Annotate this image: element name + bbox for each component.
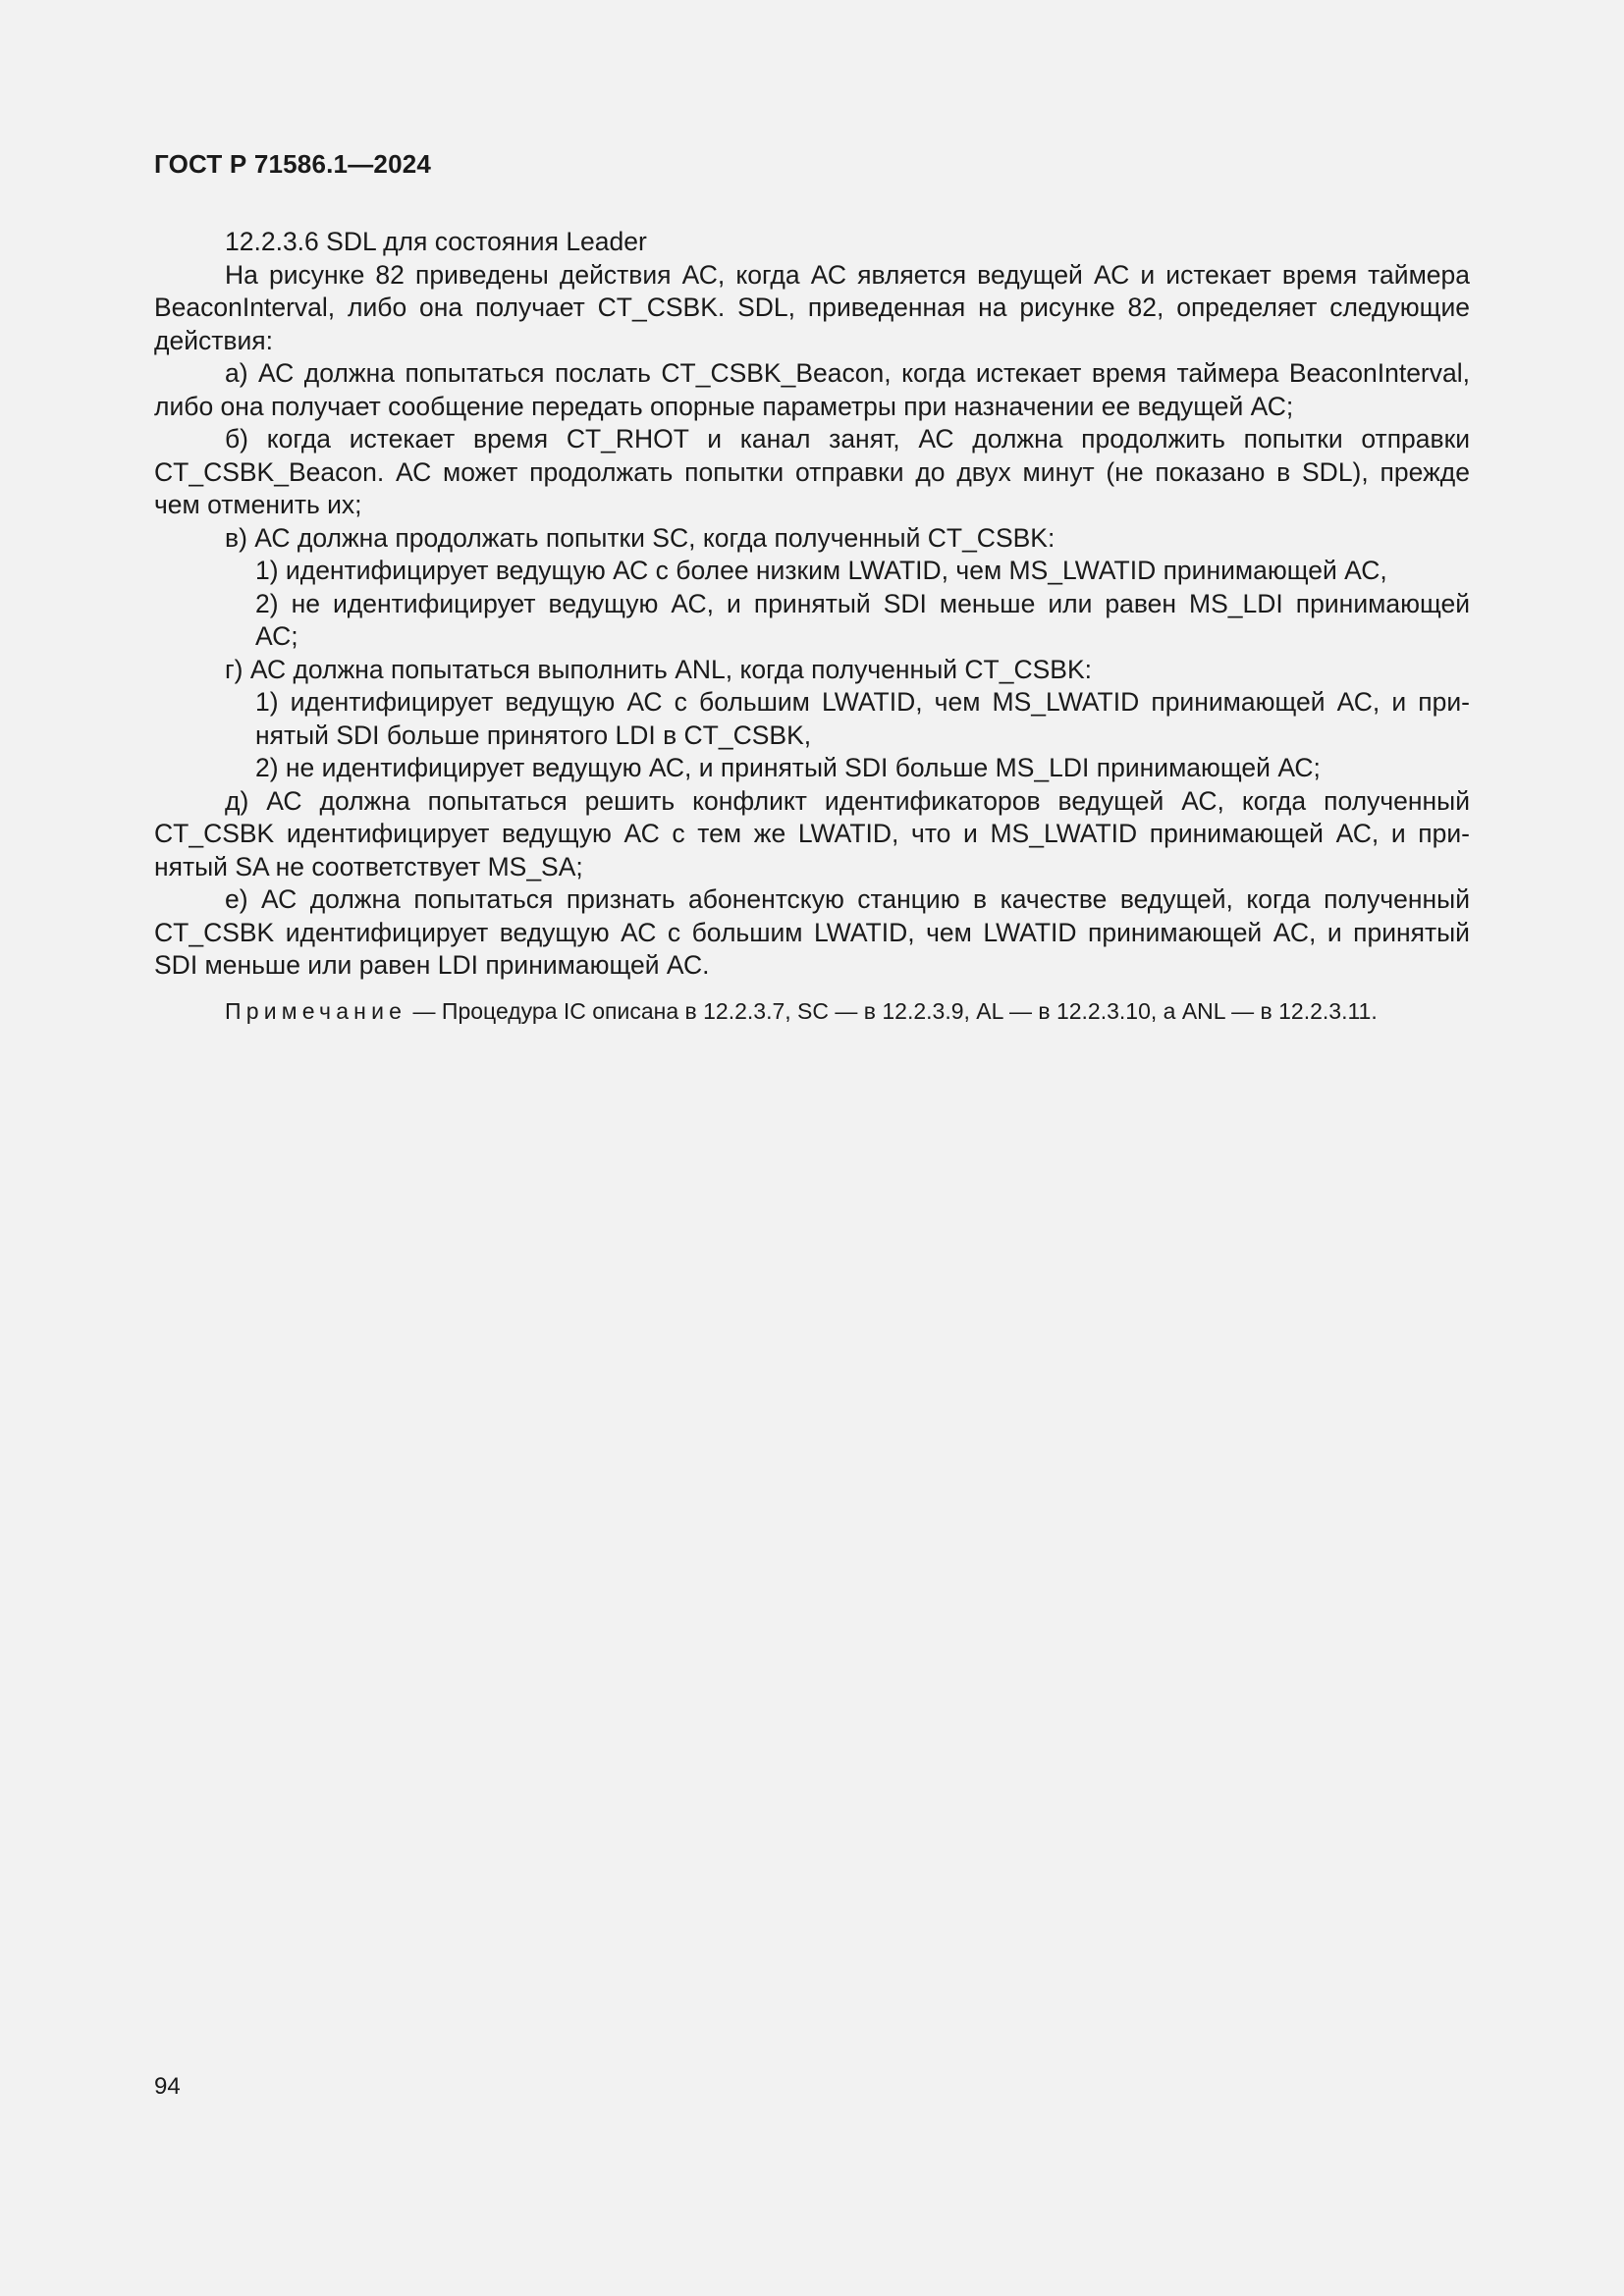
- list-item-line: б) когда истекает время CT_RHOT и канал занят, АС должна продолжить попытки отправки: [225, 424, 1470, 454]
- section-body: [154, 226, 1470, 1026]
- list-item-g: г) АС должна попытаться выполнить ANL, когда полученный CT_CSBK:: [225, 654, 1092, 684]
- list-item-line: либо она получает сообщение передать опорные параметры при назначении ее ведущей АС;: [154, 391, 1294, 421]
- list-item-e: [154, 883, 1470, 983]
- list-item-d: [154, 785, 1470, 884]
- list-item-line: 1) идентифицирует ведущую АС с большим LWATID, чем MS_LWATID принимающей АС, и при-: [255, 687, 1470, 717]
- list-item-line: д) АС должна попытаться решить конфликт идентификаторов ведущей АС, когда полученный: [225, 785, 1470, 816]
- list-item-b: [154, 423, 1470, 522]
- note: [154, 996, 1470, 1026]
- list-item-line: нятый SA не соответствует MS_SA;: [154, 851, 583, 881]
- list-item-line: CT_CSBK идентифицирует ведущую АС с большим LWATID, чем LWATID принимающей АС, и принятый: [154, 917, 1470, 947]
- sub-item-g-1: [154, 686, 1470, 752]
- list-item-line: CT_CSBK_Beacon. АС может продолжать попытки отправки до двух минут (не показано в SDL), прежде: [154, 456, 1470, 487]
- list-item-line: CT_CSBK идентифицирует ведущую АС с тем же LWATID, что и MS_LWATID принимающей АС, и при-: [154, 819, 1470, 848]
- intro-line: На рисунке 82 приведены действия АС, когда АС является ведущей АС и истекает время таймера: [225, 259, 1470, 290]
- intro-line: BeaconInterval, либо она получает CT_CSBK. SDL, приведенная на рисунке 82, определяет следующие: [154, 293, 1470, 322]
- sub-item-v-2: [154, 588, 1470, 654]
- note-label: Примечание: [225, 997, 407, 1024]
- list-item-v: в) АС должна продолжать попытки SC, когда полученный CT_CSBK:: [225, 522, 1056, 553]
- document-id-header: ГОСТ Р 71586.1—2024: [154, 149, 432, 179]
- list-item-line: а) АС должна попытаться послать CT_CSBK_Beacon, когда истекает время таймера BeaconInterval,: [225, 358, 1470, 388]
- intro-line: действия:: [154, 325, 273, 355]
- sub-item-v-1: 1) идентифицирует ведущую АС с более низким LWATID, чем MS_LWATID принимающей АС,: [255, 556, 1387, 585]
- list-item-line: чем отменить их;: [154, 490, 362, 519]
- list-item-a: [154, 357, 1470, 423]
- page-number: 94: [154, 2073, 181, 2100]
- list-item-line: нятый SDI больше принятого LDI в CT_CSBK,: [255, 720, 812, 750]
- list-item-line: АС;: [255, 621, 298, 651]
- intro-paragraph: [154, 259, 1470, 358]
- note-text: — Процедура IC описана в 12.2.3.7, SC — в 12.2.3.9, AL — в 12.2.3.10, а ANL — в 12.2.3.11.: [406, 997, 1378, 1024]
- section-title: 12.2.3.6 SDL для состояния Leader: [225, 227, 647, 256]
- list-item-line: SDI меньше или равен LDI принимающей АС.: [154, 950, 710, 980]
- list-item-line: 2) не идентифицирует ведущую АС, и принятый SDI меньше или равен MS_LDI принимающей: [255, 588, 1470, 618]
- list-item-line: е) АС должна попытаться признать абонентскую станцию в качестве ведущей, когда полученный: [225, 884, 1470, 914]
- sub-item-g-2: 2) не идентифицирует ведущую АС, и принятый SDI больше MS_LDI принимающей АС;: [255, 753, 1321, 782]
